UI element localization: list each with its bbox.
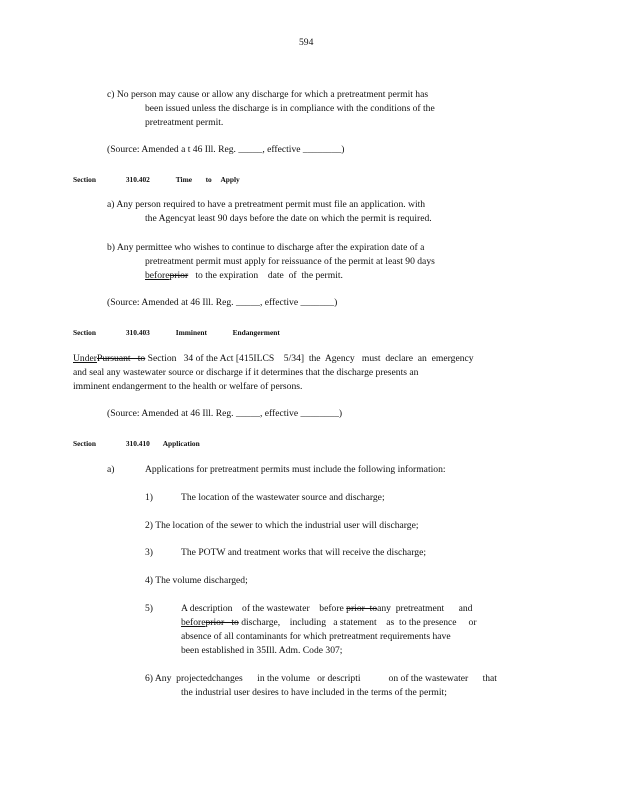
item-5-line1 <box>181 602 472 616</box>
section-title-word: Application <box>162 439 200 448</box>
paragraph-c-line3: pretreatment permit. <box>145 117 224 128</box>
text-run: any pretreatment and <box>377 603 473 614</box>
paragraph-402a-line1: a) Any person required to have a pretreatment permit must file an application. with <box>107 199 426 210</box>
inserted-text: Under <box>73 353 97 364</box>
paragraph-403-line1 <box>73 352 474 366</box>
paragraph-403-line2: and seal any wastewater source or discharge if it determines that the discharge presents an <box>73 367 419 378</box>
page-number: 594 <box>299 37 314 48</box>
paragraph-402b-line2: pretreatment permit must apply for reissuance of the permit at least 90 days <box>145 256 435 267</box>
section-label: Section <box>73 328 96 337</box>
item-2-text: 2) The location of the sewer to which the industrial user will discharge; <box>145 520 419 531</box>
item-4-text: 4) The volume discharged; <box>145 575 248 586</box>
section-title-word: Endangerment <box>232 328 280 337</box>
section-number: 310.410 <box>125 439 150 448</box>
section-title-word: Time <box>175 175 193 184</box>
text-run: A description of the wastewater before <box>181 603 347 614</box>
section-heading-402 <box>73 173 240 187</box>
item-a-text: Applications for pretreatment permits must include the following information: <box>145 464 446 475</box>
item-3-label: 3) <box>145 547 153 558</box>
item-6-line2: the industrial user desires to have included in the terms of the permit; <box>181 687 447 698</box>
item-6-line1 <box>145 672 497 686</box>
deleted-text: prior <box>169 270 189 281</box>
source-note-2: (Source: Amended at 46 Ill. Reg. _____, effective _______) <box>107 297 338 308</box>
paragraph-402a-line2: the Agencyat least 90 days before the date on which the permit is required. <box>145 213 432 224</box>
inserted-text: before <box>145 270 170 281</box>
item-5-line4: been established in 35Ill. Adm. Code 307; <box>181 645 343 656</box>
item-a-label: a) <box>107 464 115 475</box>
section-heading-410 <box>73 437 200 451</box>
item-1-label: 1) <box>145 492 153 503</box>
paragraph-c-line2: been issued unless the discharge is in compliance with the conditions of the <box>145 103 435 114</box>
item-1-text: The location of the wastewater source and discharge; <box>181 492 385 503</box>
section-number: 310.402 <box>125 175 150 184</box>
section-title-word: to <box>205 175 212 184</box>
deleted-text: prior to <box>205 617 239 628</box>
inserted-text: before <box>181 617 206 628</box>
section-number: 310.403 <box>125 328 150 337</box>
paragraph-402b-line1: b) Any permittee who wishes to continue to discharge after the expiration date of a <box>107 242 425 253</box>
item-5-label: 5) <box>145 603 153 614</box>
item-5-line2 <box>181 616 477 630</box>
item-3-text: The POTW and treatment works that will receive the discharge; <box>181 547 427 558</box>
item-5-line3: absence of all contaminants for which pretreatment requirements have <box>181 631 451 642</box>
paragraph-402b-line3 <box>145 269 343 283</box>
deleted-text: prior to <box>346 603 378 614</box>
section-label: Section <box>73 439 96 448</box>
paragraph-c-line1: c) No person may cause or allow any discharge for which a pretreatment permit has <box>107 89 429 100</box>
text-run: discharge, including a statement as to the presence or <box>238 617 477 628</box>
text-run: to the expiration date of the permit. <box>188 270 343 281</box>
section-heading-403 <box>73 326 280 340</box>
text-run: Section 34 of the Act [415ILCS 5/34] the Agency must declare an emergency <box>145 353 474 364</box>
source-note-3: (Source: Amended at 46 Ill. Reg. _____, effective ________) <box>107 408 343 419</box>
section-title-word: Imminent <box>175 328 207 337</box>
section-title-word: Apply <box>220 175 240 184</box>
section-label: Section <box>73 175 96 184</box>
paragraph-403-line3: imminent endangerment to the health or welfare of persons. <box>73 381 303 392</box>
text-run: on of the wastewater that <box>388 673 497 684</box>
text-run: 6) Any projectedchanges in the volume or descripti <box>145 673 361 684</box>
source-note-1: (Source: Amended a t 46 Ill. Reg. _____, effective ________) <box>107 144 345 155</box>
deleted-text: Pursuant to <box>96 353 146 364</box>
